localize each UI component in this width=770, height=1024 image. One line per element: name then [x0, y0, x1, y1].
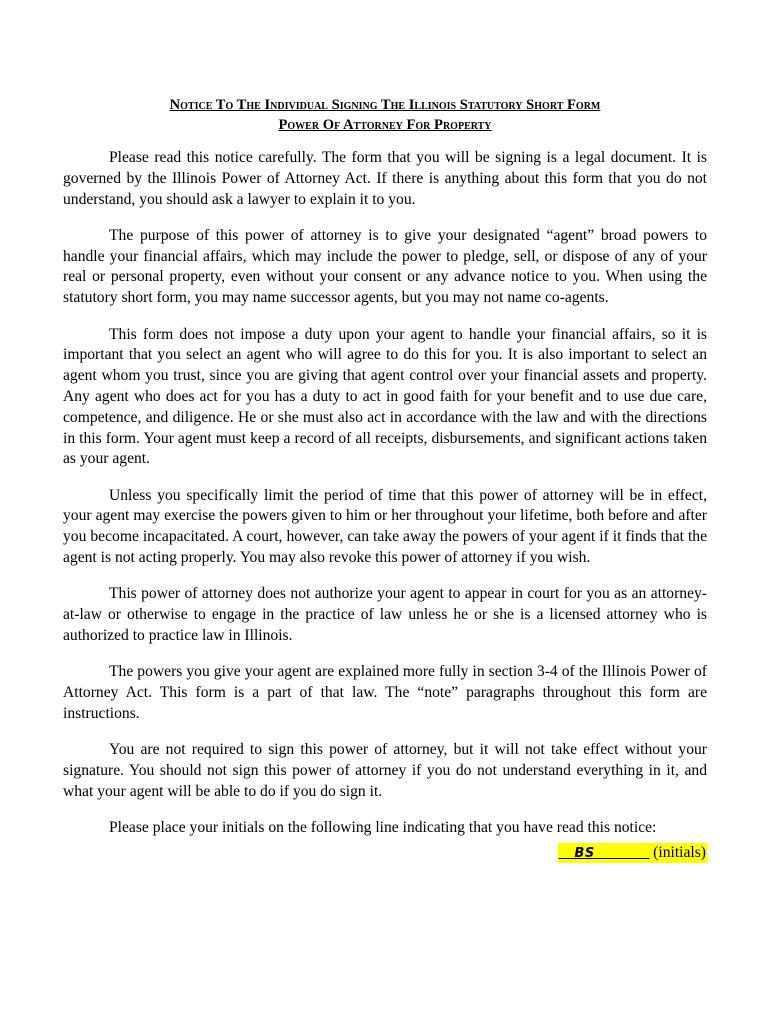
paragraph-duration: Unless you specifically limit the period of time that this power of attorney will be in effect, your agent may exercise the powers given to him or her throughout your lifetime, both before and after you become incapacitated. A court, however, can take away the powers of your agent if it finds that the agent is not acting properly. You may also revoke this power of attorney if you wish. — [63, 486, 707, 567]
initials-blank: __BS_______ — [558, 843, 650, 861]
paragraph-agent-duty: This form does not impose a duty upon your agent to handle your financial affairs, so it is important that you select an agent who will agree to do this for you. It is also important to select an agent whom you trust, since you are giving that agent control over your financial assets and property. Any agent who does act for you has a duty to act in good faith for your benefit and to use due care, competence, and diligence. He or she must also act in accordance with the law and with the directions in this form. Your agent must keep a record of all receipts, disbursements, and significant actions taken as your agent. — [63, 325, 707, 468]
document-page — [63, 95, 707, 865]
paragraph-practice-of-law: This power of attorney does not authorize your agent to appear in court for you as an attorney-at-law or otherwise to engage in the practice of law unless he or she is a licensed attorney who is authorized to practice law in Illinois. — [63, 585, 707, 644]
paragraph-initials-instruction: Please place your initials on the following line indicating that you have read this notice: — [109, 819, 657, 837]
title-line-1: Notice To The Individual Signing The Illinois Statutory Short Form — [169, 97, 601, 113]
initials-value: BS — [574, 845, 595, 861]
paragraph-statute-reference: The powers you give your agent are explained more fully in section 3-4 of the Illinois Power of Attorney Act. This form is a part of that law. The “note” paragraphs throughout this form are instructions. — [63, 663, 707, 722]
initials-field[interactable] — [558, 843, 707, 863]
paragraph-signature-requirement: You are not required to sign this power of attorney, but it will not take effect without your signature. You should not sign this power of attorney if you do not understand everything in it, and what your agent will be able to do if you do sign it. — [63, 741, 707, 800]
paragraph-read-notice: Please read this notice carefully. The form that you will be signing is a legal document. It is governed by the Illinois Power of Attorney Act. If there is anything about this form that you do not understand, you should ask a lawyer to explain it to you. — [63, 149, 707, 208]
title-line-2: Power Of Attorney For Property — [278, 117, 492, 133]
initials-line — [63, 843, 707, 865]
document-title — [63, 95, 707, 135]
initials-label: (initials) — [649, 843, 706, 861]
paragraph-purpose: The purpose of this power of attorney is to give your designated “agent” broad powers to handle your financial affairs, which may include the power to pledge, sell, or dispose of any of your real or personal property, even without your consent or any advance notice to you. When using the statutory short form, you may name successor agents, but you may not name co-agents. — [63, 226, 707, 307]
